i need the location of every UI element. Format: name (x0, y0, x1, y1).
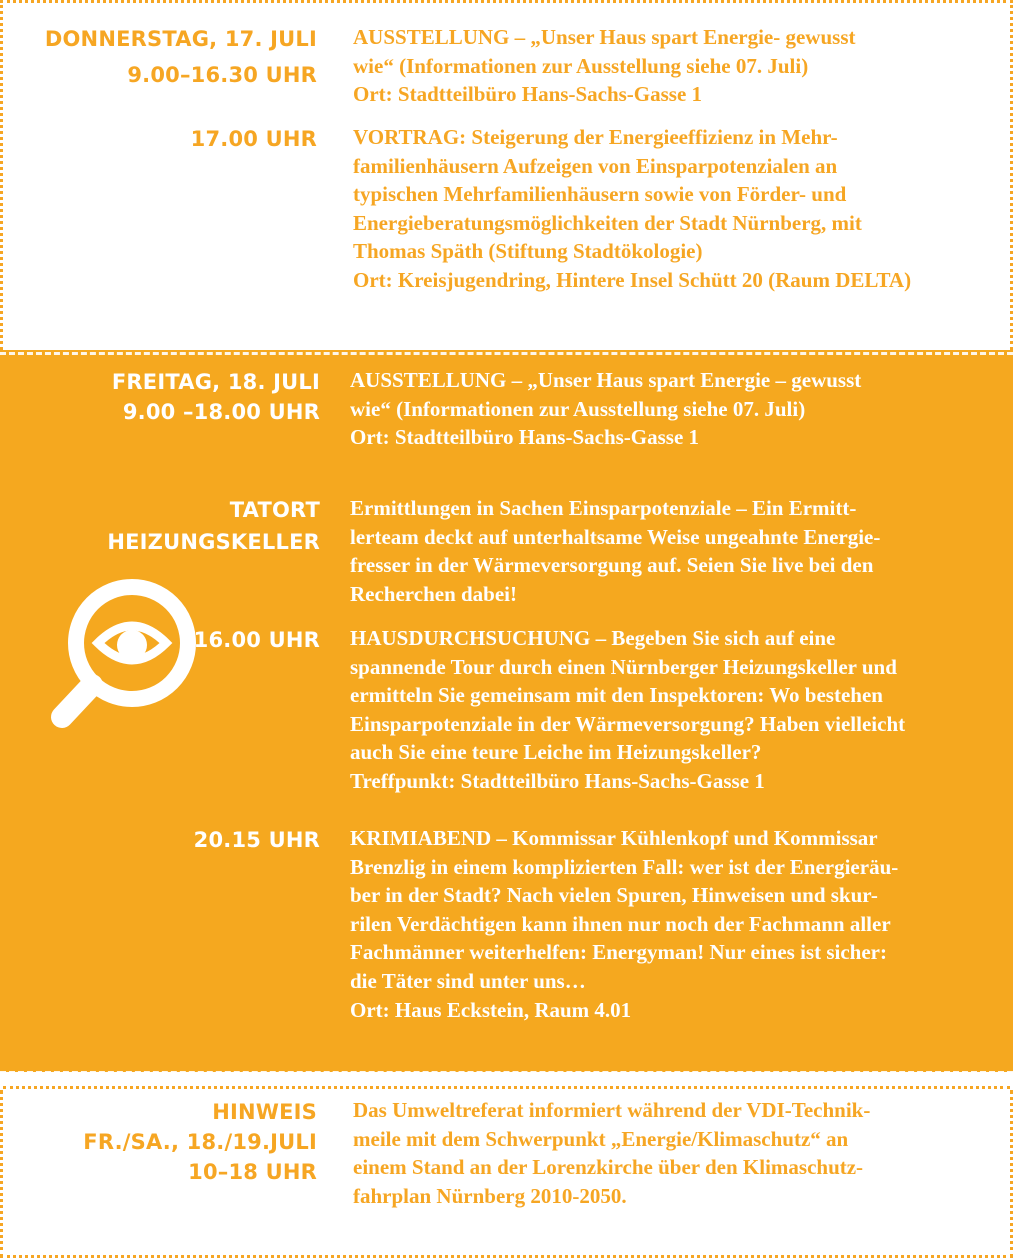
text-line: die Täter sind unter uns… (350, 968, 586, 993)
text-line: ber in der Stadt? Nach vielen Spuren, Hinweisen und skur- (350, 883, 878, 908)
hinweis-text (353, 1096, 993, 1210)
thursday-exhibition-text (353, 23, 993, 109)
text-line: ermitteln Sie gemeinsam mit den Inspektoren: Wo bestehen (350, 683, 883, 708)
text-line: familienhäusern Aufzeigen von Einsparpotenzialen an (353, 153, 838, 178)
text-line: fresser in der Wärmeversorgung auf. Seien Sie live bei den (350, 553, 874, 578)
text-line: Ermittlungen in Sachen Einsparpotenziale – Ein Ermitt- (350, 496, 857, 520)
text-line: auch Sie eine teure Leiche im Heizungskeller? (350, 740, 762, 765)
text-line: Ort: Stadtteilbüro Hans-Sachs-Gasse 1 (350, 425, 700, 450)
text-line: meile mit dem Schwerpunkt „Energie/Klimaschutz“ an (353, 1126, 849, 1151)
text-line: HAUSDURCHSUCHUNG – Begeben Sie sich auf eine (350, 626, 836, 650)
text-line: Das Umweltreferat informiert während der VDI-Technik- (353, 1098, 871, 1122)
text-line: rilen Verdächtigen kann ihnen nur noch der Fachmann aller (350, 911, 891, 936)
text-line: AUSSTELLUNG – „Unser Haus spart Energie- gewusst (353, 25, 856, 49)
friday-section (0, 350, 1013, 1072)
text-line: einem Stand an der Lorenzkirche über den Klimaschutz- (353, 1155, 864, 1180)
text-line: Brenzlig in einem komplizierten Fall: wer ist der Energieräu- (350, 854, 899, 879)
hinweis-time-label: 10–18 UHR (188, 1160, 317, 1184)
hinweis-label: HINWEIS (212, 1100, 317, 1124)
text-line: fahrplan Nürnberg 2010-2050. (353, 1183, 627, 1208)
hinweis-date-label: FR./SA., 18./19.JULI (83, 1130, 317, 1154)
text-line: Einsparpotenziale in der Wärmeversorgung? Haben vielleicht (350, 711, 906, 736)
dotted-divider (3, 1086, 1010, 1089)
krimiabend-text (350, 824, 990, 1024)
text-line: Recherchen dabei! (350, 581, 518, 606)
hausdurchsuchung-text (350, 624, 990, 796)
thursday-day-label: DONNERSTAG, 17. JULI (44, 27, 317, 51)
text-line: Fachmänner weiterhelfen: Energyman! Nur eines ist sicher: (350, 940, 887, 965)
thursday-time-2: 17.00 UHR (190, 127, 317, 151)
heizungskeller-label: HEIZUNGSKELLER (107, 530, 320, 554)
text-line: Treffpunkt: Stadtteilbüro Hans-Sachs-Gasse 1 (350, 768, 765, 793)
thursday-section (0, 0, 1013, 350)
friday-exhibition-text (350, 366, 990, 452)
tatort-intro-text (350, 494, 990, 608)
text-line: Ort: Stadtteilbüro Hans-Sachs-Gasse 1 (353, 82, 703, 107)
friday-time-3: 20.15 UHR (193, 828, 320, 852)
text-line: wie“ (Informationen zur Ausstellung siehe 07. Juli) (350, 396, 806, 421)
text-line: AUSSTELLUNG – „Unser Haus spart Energie – gewusst (350, 368, 862, 392)
text-line: VORTRAG: Steigerung der Energieeffizienz in Mehr- (353, 125, 838, 149)
friday-day-label: FREITAG, 18. JULI (111, 370, 320, 394)
hinweis-section (0, 1090, 1013, 1258)
text-line: KRIMIABEND – Kommissar Kühlenkopf und Kommissar (350, 826, 878, 850)
text-line: Thomas Späth (Stiftung Stadtökologie) (353, 239, 703, 264)
text-line: lerteam deckt auf unterhaltsame Weise ungeahnte Energie- (350, 524, 881, 549)
text-line: Energieberatungsmöglichkeiten der Stadt Nürnberg, mit (353, 210, 862, 235)
text-line: Ort: Kreisjugendring, Hintere Insel Schütt 20 (Raum DELTA) (353, 267, 912, 292)
magnifier-eye-icon (40, 565, 210, 735)
friday-time-2: 16.00 UHR (193, 628, 320, 652)
thursday-time-1: 9.00–16.30 UHR (127, 63, 317, 87)
text-line: Ort: Haus Eckstein, Raum 4.01 (350, 997, 632, 1022)
text-line: typischen Mehrfamilienhäusern sowie von Förder- und (353, 182, 847, 207)
text-line: wie“ (Informationen zur Ausstellung siehe 07. Juli) (353, 53, 809, 78)
friday-time-1: 9.00 –18.00 UHR (122, 400, 320, 424)
tatort-label: TATORT (229, 498, 320, 522)
text-line: spannende Tour durch einen Nürnberger Heizungskeller und (350, 654, 897, 679)
thursday-talk-text (353, 123, 993, 295)
